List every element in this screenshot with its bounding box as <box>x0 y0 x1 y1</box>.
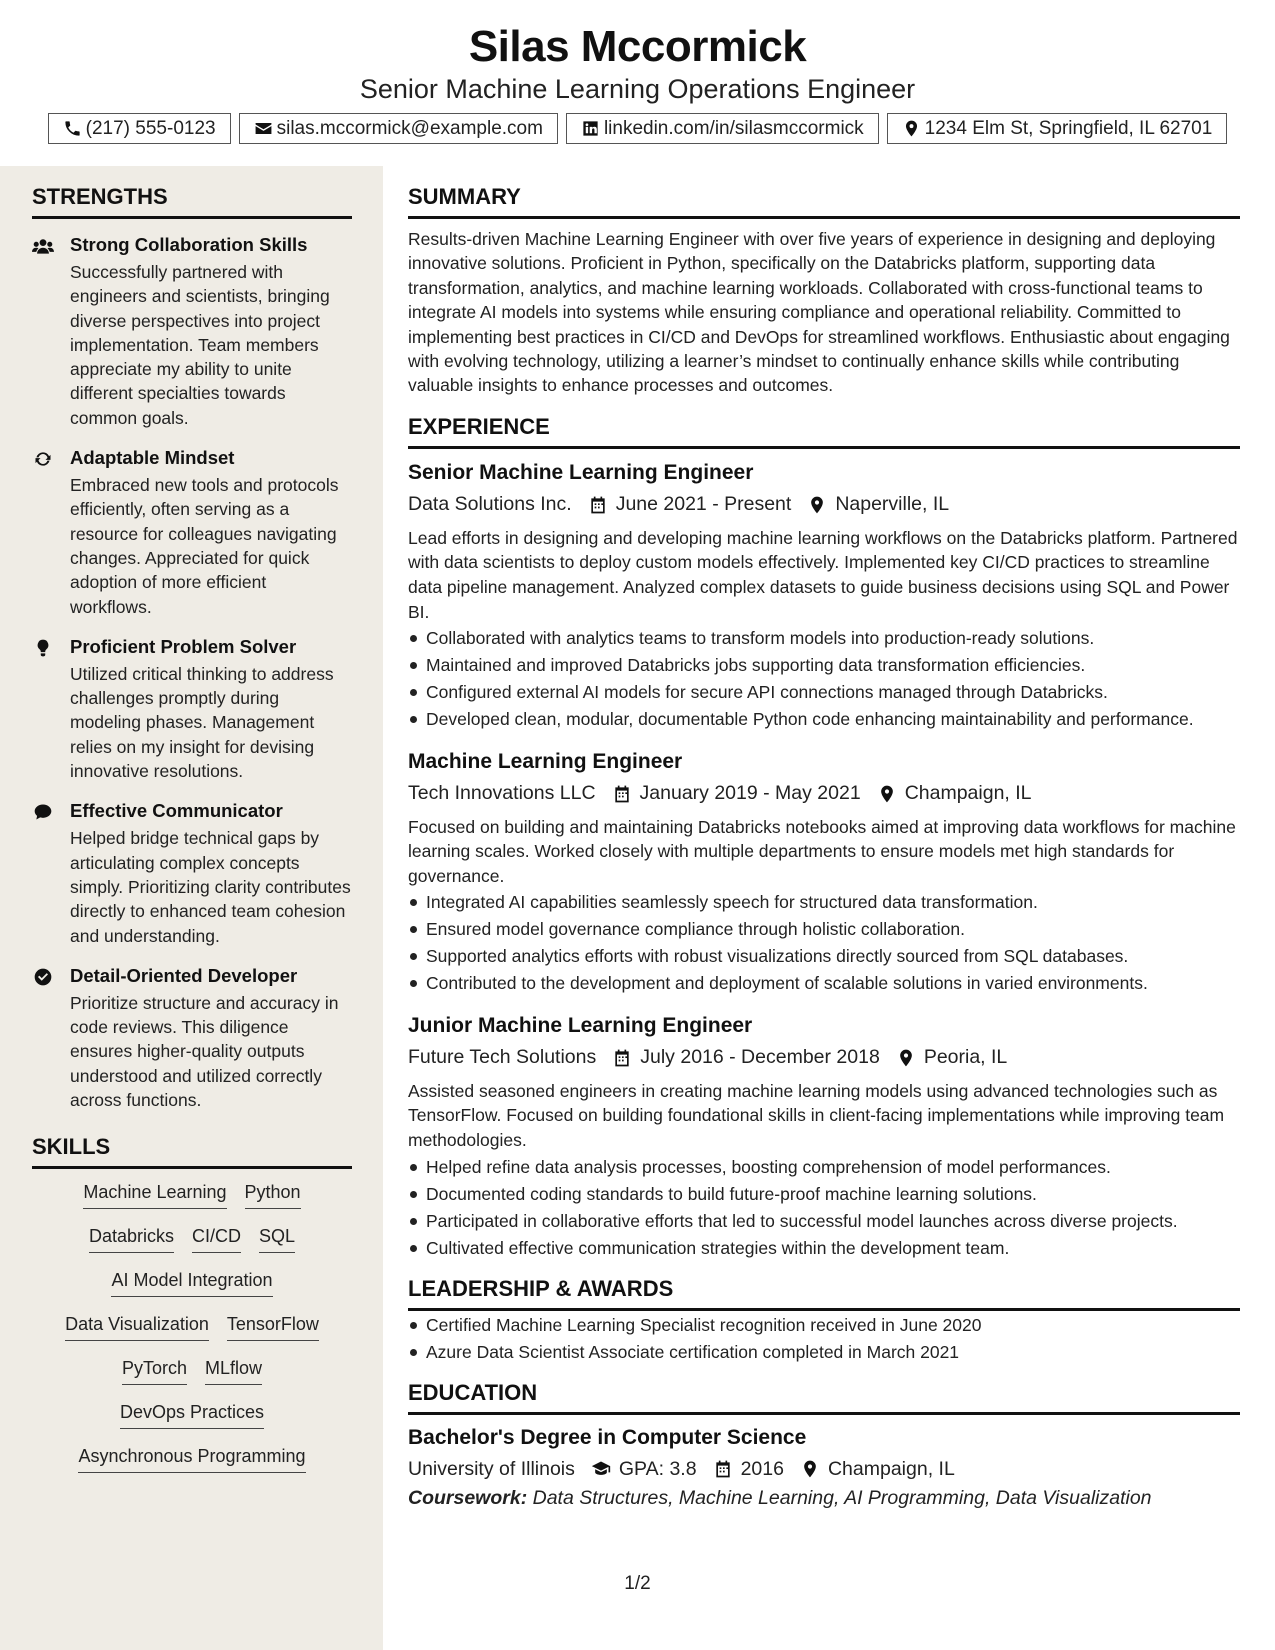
list-item: Azure Data Scientist Associate certification completed in March 2021 <box>408 1340 1240 1364</box>
calendar-icon <box>713 1459 733 1479</box>
strength-title: Effective Communicator <box>70 800 283 822</box>
job-bullets <box>408 626 1240 731</box>
job-location: Naperville, IL <box>835 493 950 516</box>
strength-item <box>32 964 352 1112</box>
phone-icon <box>63 119 82 138</box>
candidate-name: Silas Mccormick <box>468 22 807 71</box>
job-meta <box>408 1044 1240 1072</box>
graduation-cap-icon <box>591 1459 611 1479</box>
calendar-icon <box>612 1048 632 1068</box>
skill-tag: TensorFlow <box>227 1311 319 1341</box>
job-title: Senior Machine Learning Engineer <box>408 460 754 484</box>
contact-email[interactable] <box>239 113 558 144</box>
degree-title: Bachelor's Degree in Computer Science <box>408 1426 807 1450</box>
comment-icon <box>32 802 54 822</box>
job-title: Machine Learning Engineer <box>408 749 683 773</box>
skill-tag: Databricks <box>89 1223 174 1253</box>
map-pin-icon <box>896 1048 916 1068</box>
strength-item <box>32 446 352 619</box>
job-title: Junior Machine Learning Engineer <box>408 1013 753 1037</box>
list-item: Documented coding standards to build future-proof machine learning solutions. <box>408 1182 1240 1206</box>
job-location: Champaign, IL <box>904 782 1032 805</box>
job-description: Focused on building and maintaining Databricks notebooks aimed at improving data workflows for machine learning scales. Worked closely with multiple departments to ensure models met high standards for governance. <box>408 816 1236 886</box>
coursework-text: Data Structures, Machine Learning, AI Programming, Data Visualization <box>532 1487 1152 1510</box>
list-item: Collaborated with analytics teams to transform models into production-ready solutions. <box>408 626 1240 650</box>
skill-tag: MLflow <box>205 1355 262 1385</box>
job-location: Peoria, IL <box>923 1046 1008 1069</box>
map-pin-icon <box>800 1459 820 1479</box>
summary-text: Results-driven Machine Learning Engineer with over five years of experience in designing and deploying innovative solutions. Proficient in Python, specifically on the Databricks platform, supporting data transformation, analytics, and machine learning workloads. Collaborated with cross-functional teams to integrate AI models into systems while ensuring compliance and operational reliability. Committed to implementing best practices in CI/CD and DevOps for streamlined workflows. Enthusiastic about engaging with evolving technology, utilizing a learner’s mindset to continually enhance skills while contributing valuable insights to enhance processes and outcomes. <box>408 229 1230 396</box>
coursework-label: Coursework: <box>408 1487 528 1510</box>
job-company: Data Solutions Inc. <box>408 493 572 516</box>
strength-desc: Successfully partnered with engineers and scientists, bringing diverse perspectives into project implementation. Team members appreciate my ability to unite different specialties towards common goals. <box>70 262 330 428</box>
job-dates: June 2021 - Present <box>615 493 792 516</box>
main-content <box>408 166 1240 1510</box>
gpa: GPA: 3.8 <box>618 1457 697 1480</box>
education-meta <box>408 1455 1240 1483</box>
awards-list <box>408 1313 1240 1364</box>
contact-address-text: 1234 Elm St, Springfield, IL 62701 <box>924 117 1213 139</box>
list-item: Certified Machine Learning Specialist recognition received in June 2020 <box>408 1313 1240 1337</box>
contact-row <box>0 113 1275 144</box>
sync-icon <box>32 449 54 469</box>
sidebar <box>0 166 383 1650</box>
strengths-list <box>32 233 352 1112</box>
job-description: Assisted seasoned engineers in creating machine learning models using advanced technologies such as TensorFlow. Focused on building foundational skills in client-facing implementations while improving team methodologies. <box>408 1080 1225 1150</box>
list-item: Developed clean, modular, documentable Python code enhancing maintainability and performance. <box>408 707 1240 731</box>
strength-desc: Helped bridge technical gaps by articulating complex concepts simply. Prioritizing clarity contributes directly to enhanced team cohesion and understanding. <box>70 828 351 946</box>
coursework <box>408 1487 1240 1510</box>
job-dates: January 2019 - May 2021 <box>639 782 861 805</box>
strength-title: Adaptable Mindset <box>70 447 235 469</box>
list-item: Helped refine data analysis processes, boosting comprehension of model performances. <box>408 1155 1240 1179</box>
school-name: University of Illinois <box>408 1457 575 1480</box>
job-entry <box>408 748 1240 996</box>
list-item: Contributed to the development and deployment of scalable solutions in varied environments. <box>408 971 1240 995</box>
list-item: Integrated AI capabilities seamlessly speech for structured data transformation. <box>408 890 1240 914</box>
contact-address[interactable] <box>887 113 1228 144</box>
job-dates: July 2016 - December 2018 <box>640 1046 880 1069</box>
skill-tag: CI/CD <box>192 1223 241 1253</box>
page-number: 1/2 <box>624 1573 651 1594</box>
skill-tag: Data Visualization <box>65 1311 209 1341</box>
list-item: Configured external AI models for secure API connections managed through Databricks. <box>408 680 1240 704</box>
linkedin-icon <box>581 119 600 138</box>
users-icon <box>32 236 54 256</box>
lightbulb-icon <box>32 638 54 658</box>
contact-linkedin[interactable] <box>566 113 879 144</box>
strength-item <box>32 635 352 783</box>
strength-title: Strong Collaboration Skills <box>70 234 308 255</box>
job-bullets <box>408 1155 1240 1260</box>
list-item: Cultivated effective communication strategies within the development team. <box>408 1236 1240 1260</box>
job-description: Lead efforts in designing and developing machine learning workflows on the Databricks platform. Partnered with data scientists to deploy custom models effectively. Implemented key CI/CD practices to streamline data pipeline management. Analyzed complex datasets to guide business decisions using SQL and Power BI. <box>408 527 1238 622</box>
map-pin-icon <box>877 784 897 804</box>
strength-title: Proficient Problem Solver <box>70 635 297 657</box>
skill-tag: Python <box>245 1179 301 1209</box>
skill-tag: PyTorch <box>122 1355 187 1385</box>
education-title: EDUCATION <box>408 1380 1240 1415</box>
experience-title: EXPERIENCE <box>408 414 1240 449</box>
list-item: Maintained and improved Databricks jobs supporting data transformation efficiencies. <box>408 653 1240 677</box>
strength-title: Detail-Oriented Developer <box>70 964 298 986</box>
strength-item <box>32 799 352 947</box>
awards-title: LEADERSHIP & AWARDS <box>408 1276 1240 1311</box>
check-circle-icon <box>32 967 54 987</box>
contact-email-text: silas.mccormick@example.com <box>276 117 543 139</box>
contact-linkedin-text: linkedin.com/in/silasmccormick <box>603 117 864 139</box>
resume-header <box>0 0 1275 166</box>
skill-tag: SQL <box>259 1223 295 1253</box>
job-bullets <box>408 890 1240 995</box>
skills-title: SKILLS <box>32 1134 352 1169</box>
skill-tag: AI Model Integration <box>111 1267 272 1297</box>
calendar-icon <box>588 495 608 515</box>
job-meta <box>408 491 1240 519</box>
calendar-icon <box>612 784 632 804</box>
skill-tag: DevOps Practices <box>120 1399 264 1429</box>
skills-list <box>32 1179 352 1473</box>
summary-title: SUMMARY <box>408 184 1240 219</box>
strength-desc: Prioritize structure and accuracy in code reviews. This diligence ensures higher-quality outputs understood and utilized correctly across functions. <box>70 992 339 1111</box>
list-item: Participated in collaborative efforts that led to successful model launches across diverse projects. <box>408 1209 1240 1233</box>
envelope-icon <box>254 119 273 138</box>
strength-desc: Utilized critical thinking to address challenges promptly during modeling phases. Management relies on my insight for devising innovative resolutions. <box>70 663 334 782</box>
strengths-title: STRENGTHS <box>32 184 352 219</box>
job-company: Future Tech Solutions <box>408 1046 597 1069</box>
map-pin-icon <box>807 495 827 515</box>
job-entry <box>408 1012 1240 1260</box>
contact-phone-text: (217) 555-0123 <box>85 117 216 139</box>
strength-desc: Embraced new tools and protocols efficiently, often serving as a resource for colleagues navigating changes. Appreciated for quick adoption of more efficient workflows. <box>70 475 339 617</box>
graduation-year: 2016 <box>740 1457 784 1480</box>
skill-tag: Asynchronous Programming <box>78 1443 305 1473</box>
candidate-role: Senior Machine Learning Operations Engineer <box>359 74 916 104</box>
map-pin-icon <box>902 119 921 138</box>
list-item: Supported analytics efforts with robust visualizations directly sourced from SQL databases. <box>408 944 1240 968</box>
contact-phone[interactable] <box>48 113 231 144</box>
job-meta <box>408 780 1240 808</box>
list-item: Ensured model governance compliance through holistic collaboration. <box>408 917 1240 941</box>
skill-tag: Machine Learning <box>83 1179 226 1209</box>
job-entry <box>408 459 1240 732</box>
strength-item <box>32 233 352 430</box>
job-company: Tech Innovations LLC <box>408 782 596 805</box>
school-location: Champaign, IL <box>827 1457 955 1480</box>
